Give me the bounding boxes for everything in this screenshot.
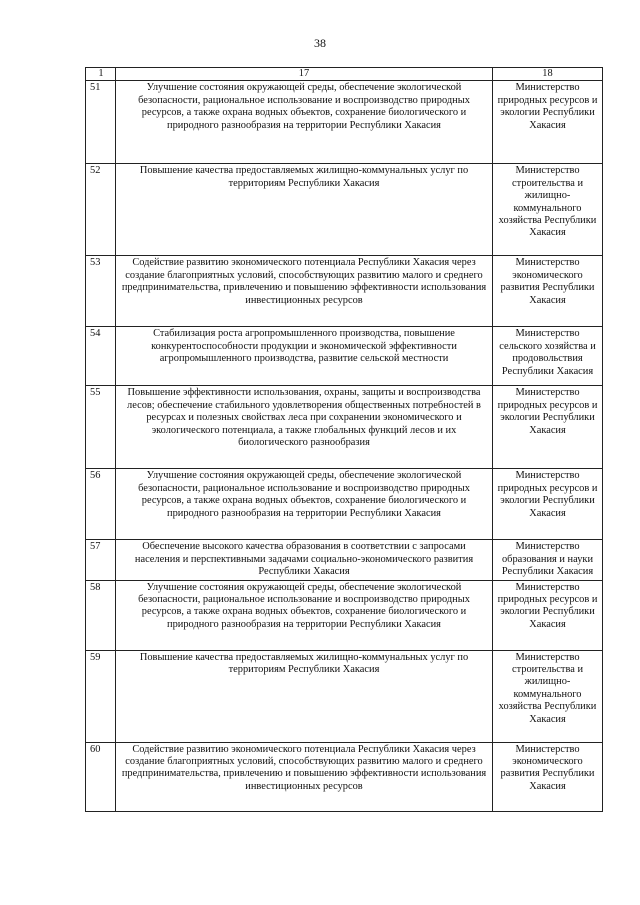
row-responsible: Министерство экономического развития Республики Хакасия [493,256,603,327]
row-number: 52 [86,164,116,256]
table-header-row [86,68,603,81]
row-description: Содействие развитию экономического потенциала Республики Хакасия через создание благоприятных условий, способствующих развитию малого и среднего предпринимательства, привлечению и повышению эффективности использования инвестиционных ресурсов [116,742,493,811]
page-number: 38 [314,36,326,50]
row-number: 56 [86,469,116,540]
column-header-18: 18 [493,68,603,81]
table-row [86,650,603,742]
row-number: 60 [86,742,116,811]
row-number: 53 [86,256,116,327]
row-description: Стабилизация роста агропромышленного производства, повышение конкурентоспособности продукции и экономической эффективности агропромышленного производства, развитие сельской местности [116,327,493,386]
column-header-1: 1 [86,68,116,81]
row-description: Повышение эффективности использования, охраны, защиты и воспроизводства лесов; обеспечение стабильного удовлетворения общественных потребностей в ресурсах и полезных свойствах леса при сохранении экономического и экологического потенциала, а также глобальных функций лесов и их биологического разнообразия [116,386,493,469]
table-row [86,580,603,650]
table-row [86,386,603,469]
row-number: 51 [86,81,116,164]
row-description: Улучшение состояния окружающей среды, обеспечение экологической безопасности, рациональное использование и воспроизводство природных ресурсов, а также охрана водных объектов, сохранение биологического и природного разнообразия на территории Республики Хакасия [116,580,493,650]
table-row [86,540,603,580]
row-number: 54 [86,327,116,386]
row-responsible: Министерство природных ресурсов и экологии Республики Хакасия [493,386,603,469]
row-number: 58 [86,580,116,650]
table-row [86,164,603,256]
row-responsible: Министерство сельского хозяйства и продовольствия Республики Хакасия [493,327,603,386]
row-description: Улучшение состояния окружающей среды, обеспечение экологической безопасности, рациональное использование и воспроизводство природных ресурсов, а также охрана водных объектов, сохранение биологического и природного разнообразия на территории Республики Хакасия [116,469,493,540]
document-table [85,67,603,812]
row-description: Обеспечение высокого качества образования в соответствии с запросами населения и перспективными задачами социально-экономического развития Республики Хакасия [116,540,493,580]
row-description: Содействие развитию экономического потенциала Республики Хакасия через создание благоприятных условий, способствующих развитию малого и среднего предпринимательства, привлечению и повышению эффективности использования инвестиционных ресурсов [116,256,493,327]
row-description: Улучшение состояния окружающей среды, обеспечение экологической безопасности, рациональное использование и воспроизводство природных ресурсов, а также охрана водных объектов, сохранение биологического и природного разнообразия на территории Республики Хакасия [116,81,493,164]
row-responsible: Министерство природных ресурсов и экологии Республики Хакасия [493,580,603,650]
table-row [86,742,603,811]
table-row [86,469,603,540]
row-number: 55 [86,386,116,469]
table-row [86,81,603,164]
table-row [86,327,603,386]
row-responsible: Министерство строительства и жилищно-коммунального хозяйства Республики Хакасия [493,164,603,256]
column-header-17: 17 [116,68,493,81]
row-responsible: Министерство образования и науки Республики Хакасия [493,540,603,580]
row-responsible: Министерство природных ресурсов и экологии Республики Хакасия [493,81,603,164]
row-responsible: Министерство экономического развития Республики Хакасия [493,742,603,811]
row-responsible: Министерство природных ресурсов и экологии Республики Хакасия [493,469,603,540]
row-number: 59 [86,650,116,742]
row-responsible: Министерство строительства и жилищно-коммунального хозяйства Республики Хакасия [493,650,603,742]
row-description: Повышение качества предоставляемых жилищно-коммунальных услуг по территориям Республики Хакасия [116,650,493,742]
table-row [86,256,603,327]
row-number: 57 [86,540,116,580]
row-description: Повышение качества предоставляемых жилищно-коммунальных услуг по территориям Республики Хакасия [116,164,493,256]
